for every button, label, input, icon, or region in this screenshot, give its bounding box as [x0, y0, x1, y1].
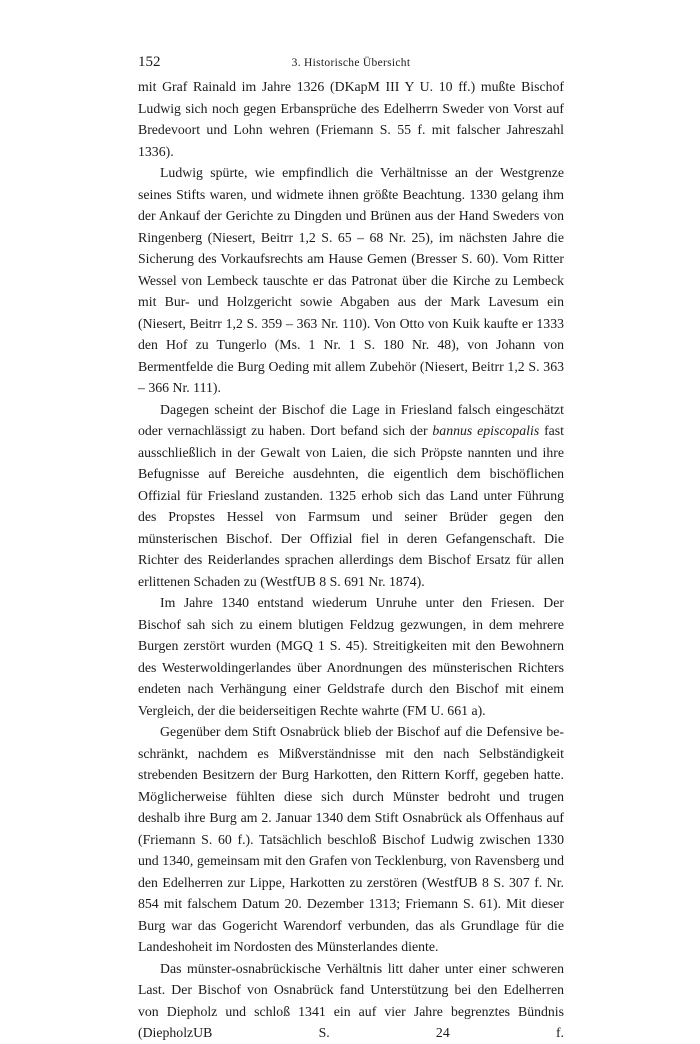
running-head: [138, 52, 564, 72]
paragraph-text: Gegenüber dem Stift Osnabrück blieb der Bischof auf die Defensive beschränkt, nachdem es Mißverständnisse mit den nach Selbständigkeit strebenden Besitzern der Burg Harkotten, den Rittern Korff, gegeben hatte. Möglicherweise fühlten diese sich durch Münster bedroht und trugen deshalb ihre Burg am 2. Januar 1340 dem Stift Osnabrück als Offenhaus auf (Friemann S. 60 f.). Tatsächlich beschloß Bischof Ludwig zwischen 1330 und 1340, gemeinsam mit den Grafen von Tecklenburg, von Ravensberg und den Edelherren zur Lippe, Harkotten zu zerstören (WestfUB 8 S. 307 f. Nr. 854 mit falschem Datum 20. Dezember 1313; Friemann S. 61). Mit dieser Burg war das Gogericht Warendorf verbunden, das als Grundlage für die Landeshoheit im Nordosten des Münsterlandes diente.: [138, 724, 564, 954]
paragraph-6: [138, 958, 564, 1044]
paragraph-text: fast ausschließlich in der Gewalt von Laien, die sich Pröpste nannten und ihre Befugnisse auf Bereiche ausdehnten, die eigentlich dem bischöflichen Offizial für Friesland zustanden. 1325 erhob sich das Land unter Führung des Propstes Hessel von Farmsum und seiner Brüder gegen den münsterischen Bischof. Der Offizial fiel in deren Gefangenschaft. Die Richter des Reiderlandes sprachen allerdings dem Bischof Ersatz für allen erlittenen Schaden zu (WestfUB 8 S. 691 Nr. 1874).: [138, 423, 564, 589]
paragraph-4: [138, 592, 564, 721]
paragraph-5: [138, 721, 564, 958]
latin-term: bannus episcopalis: [432, 423, 540, 438]
paragraph-3: [138, 399, 564, 593]
running-title: 3. Historische Übersicht: [291, 57, 411, 69]
paragraph-text: Im Jahre 1340 entstand wiederum Unruhe unter den Friesen. Der Bischof sah sich zu einem blutigen Feldzug gezwungen, in dem mehrere Burgen zerstört wurden (MGQ 1 S. 45). Streitigkeiten mit den Bewohnern des Westerwoldingerlandes über Anordnungen des münsterischen Richters endeten nach Verhängung einer Geldstrafe durch den Bischof mit einem Vergleich, der die beiderseitigen Rechte wahrte (FM U. 661 a).: [138, 595, 564, 718]
paragraph-2: [138, 162, 564, 399]
paragraph-text: Das münster-osnabrückische Verhältnis litt daher unter einer schweren Last. Der Bischof von Osnabrück fand Unterstützung bei den Edelherren von Diepholz und schloß 1341 ein auf vier Jahre begrenztes Bündnis (DiepholzUB S. 24 f.: [138, 960, 564, 1040]
body-text: [138, 76, 564, 1044]
page-number: 152: [138, 54, 161, 70]
paragraph-1: [138, 76, 564, 162]
paragraph-text: Ludwig spürte, wie empfindlich die Verhältnisse an der Westgrenze seines Stifts waren, und widmete ihnen größte Beachtung. 1330 gelang ihm der Ankauf der Gerichte zu Dingden und Brünen aus der Hand Sweders von Ringenberg (Niesert, Beitrr 1,2 S. 65 – 68 Nr. 25), im nächsten Jahre die Sicherung des Vorkaufsrechts am Hause Gemen (Bresser S. 60). Vom Ritter Wessel von Lembeck tauschte er das Patronat über die Kirche zu Lembeck mit Bur- und Holzgericht sowie Abgaben aus der Mark Lavesum ein (Niesert, Beitrr 1,2 S. 359 – 363 Nr. 110). Von Otto von Kuik kaufte er 1333 den Hof zu Tungerlo (Ms. 1 Nr. 1 S. 180 Nr. 48), von Johann von Bermentfelde die Burg Oeding mit allem Zubehör (Niesert, Beitrr 1,2 S. 363 – 366 Nr. 111).: [138, 165, 564, 395]
paragraph-text: Dagegen scheint der Bischof die Lage in Friesland falsch eingeschätzt oder vernachlässigt zu haben. Dort befand sich der: [138, 401, 564, 438]
paragraph-text: mit Graf Rainald im Jahre 1326 (DKapM III Y U. 10 ff.) mußte Bischof Ludwig sich noch gegen Erbansprüche des Edelherrn Sweder von Vorst auf Bredevoort und Lohn wehren (Friemann S. 55 f. mit falscher Jahreszahl 1336).: [138, 79, 564, 159]
